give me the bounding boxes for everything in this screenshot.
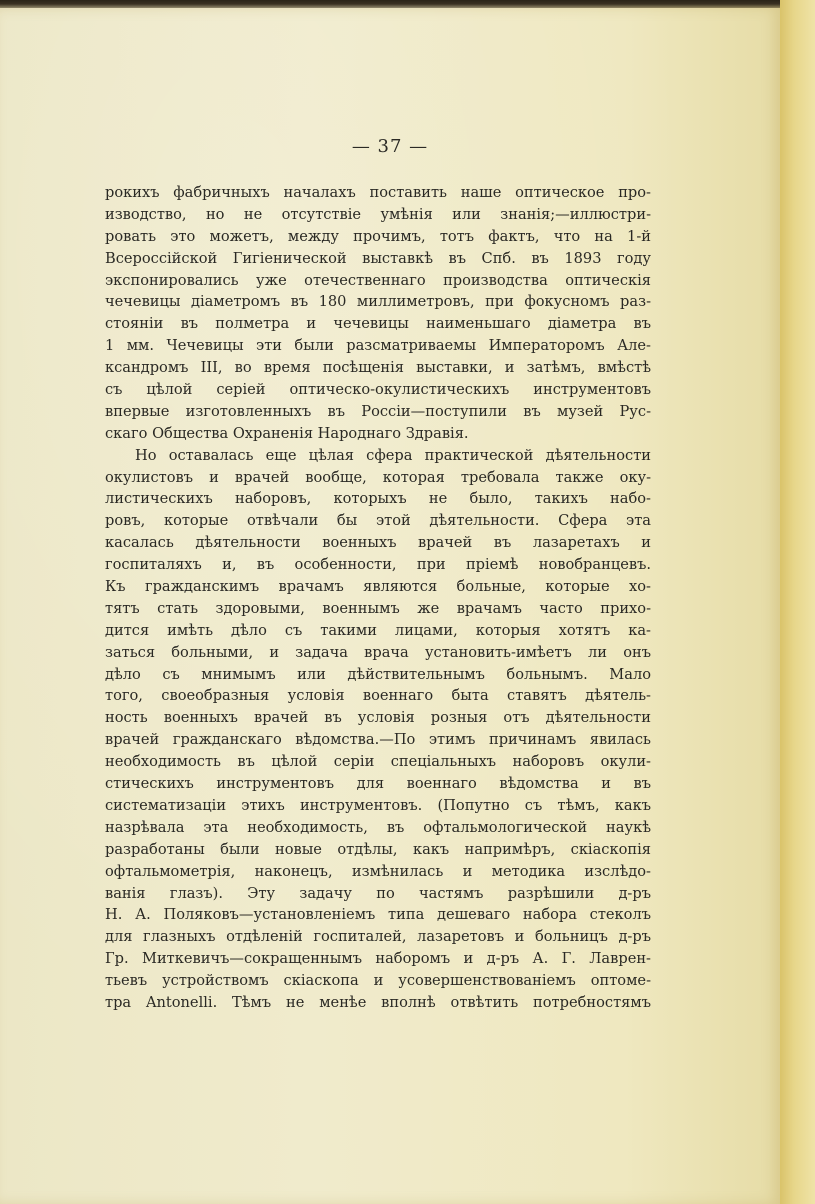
text-line: систематизаціи этихъ инструментовъ. (Попутно съ тѣмъ, какъ	[105, 796, 651, 814]
text-line: тьевъ устройствомъ скіаскопа и усовершенствованіемъ оптоме-	[105, 972, 651, 990]
text-line: врачей гражданскаго вѣдомства.—По этимъ причинамъ явилась	[105, 731, 651, 749]
text-line: ксандромъ III, во время посѣщенія выставки, и затѣмъ, вмѣстѣ	[105, 359, 651, 377]
text-line: дѣло съ мнимымъ или дѣйствительнымъ больнымъ. Мало	[105, 665, 651, 683]
text-line: листическихъ наборовъ, которыхъ не было, такихъ набо-	[105, 490, 651, 508]
text-line: съ цѣлой серіей оптическо-окулистическихъ инструментовъ	[105, 381, 651, 399]
text-line: стическихъ инструментовъ для военнаго вѣдомства и въ	[105, 775, 651, 793]
text-line: стояніи въ полметра и чечевицы наименьшаго діаметра въ	[105, 315, 651, 333]
text-line: касалась дѣятельности военныхъ врачей въ лазаретахъ и	[105, 534, 651, 552]
text-line: офтальмометрія, наконецъ, измѣнилась и методика изслѣдо-	[105, 862, 651, 880]
page-number: — 37 —	[351, 136, 429, 157]
text-line: Всероссійской Гигіенической выставкѣ въ Спб. въ 1893 году	[105, 249, 651, 267]
text-line: окулистовъ и врачей вообще, которая требовала также оку-	[105, 468, 651, 486]
text-line: госпиталяхъ и, въ особенности, при пріемѣ новобранцевъ.	[105, 556, 651, 574]
text-line: ность военныхъ врачей въ условія розныя отъ дѣятельности	[105, 709, 651, 727]
text-line: дится имѣть дѣло съ такими лицами, которыя хотятъ ка-	[105, 621, 651, 639]
text-line: для глазныхъ отдѣленій госпиталей, лазаретовъ и больницъ д-ръ	[105, 928, 651, 946]
page-edge	[780, 0, 815, 1204]
text-line: впервые изготовленныхъ въ Россіи—поступили въ музей Рус-	[105, 402, 651, 420]
text-line: необходимость въ цѣлой серіи спеціальныхъ наборовъ окули-	[105, 753, 651, 771]
body-text	[105, 182, 651, 1014]
text-line: Къ гражданскимъ врачамъ являются больные, которые хо-	[105, 578, 651, 596]
text-line: изводство, но не отсутствіе умѣнія или знанія;—иллюстри-	[105, 205, 651, 223]
text-line: заться больными, и задача врача установить-имѣетъ ли онъ	[105, 643, 651, 661]
text-line: тятъ стать здоровыми, военнымъ же врачамъ часто прихо-	[105, 599, 651, 617]
text-line: Гр. Миткевичъ—сокращеннымъ наборомъ и д-ръ А. Г. Лаврен-	[105, 950, 651, 968]
text-line: ровъ, которые отвѣчали бы этой дѣятельности. Сфера эта	[105, 512, 651, 530]
text-line: ванія глазъ). Эту задачу по частямъ разрѣшили д-ръ	[105, 884, 651, 902]
text-line: Н. А. Поляковъ—установленіемъ типа дешеваго набора стеколъ	[105, 906, 651, 924]
text-line: ровать это можетъ, между прочимъ, тотъ фактъ, что на 1-й	[105, 227, 651, 245]
text-line: 1 мм. Чечевицы эти были разсматриваемы Императоромъ Але-	[105, 337, 651, 355]
page-sheet	[0, 8, 780, 1204]
text-line: Но оставалась еще цѣлая сфера практической дѣятельности	[135, 446, 651, 464]
text-line: того, своеобразныя условія военнаго быта ставятъ дѣятель-	[105, 687, 651, 705]
text-line: тра Antonelli. Тѣмъ не менѣе вполнѣ отвѣтить потребностямъ	[105, 993, 651, 1011]
text-line: назрѣвала эта необходимость, въ офтальмологической наукѣ	[105, 818, 651, 836]
text-line: чечевицы діаметромъ въ 180 миллиметровъ, при фокусномъ раз-	[105, 293, 651, 311]
text-line: экспонировались уже отечественнаго производства оптическія	[105, 271, 651, 289]
text-line: скаго Общества Охраненія Народнаго Здравія.	[105, 424, 469, 442]
text-line: рокихъ фабричныхъ началахъ поставить наше оптическое про-	[105, 184, 651, 201]
text-line: разработаны были новые отдѣлы, какъ напримѣръ, скіаскопія	[105, 840, 651, 858]
